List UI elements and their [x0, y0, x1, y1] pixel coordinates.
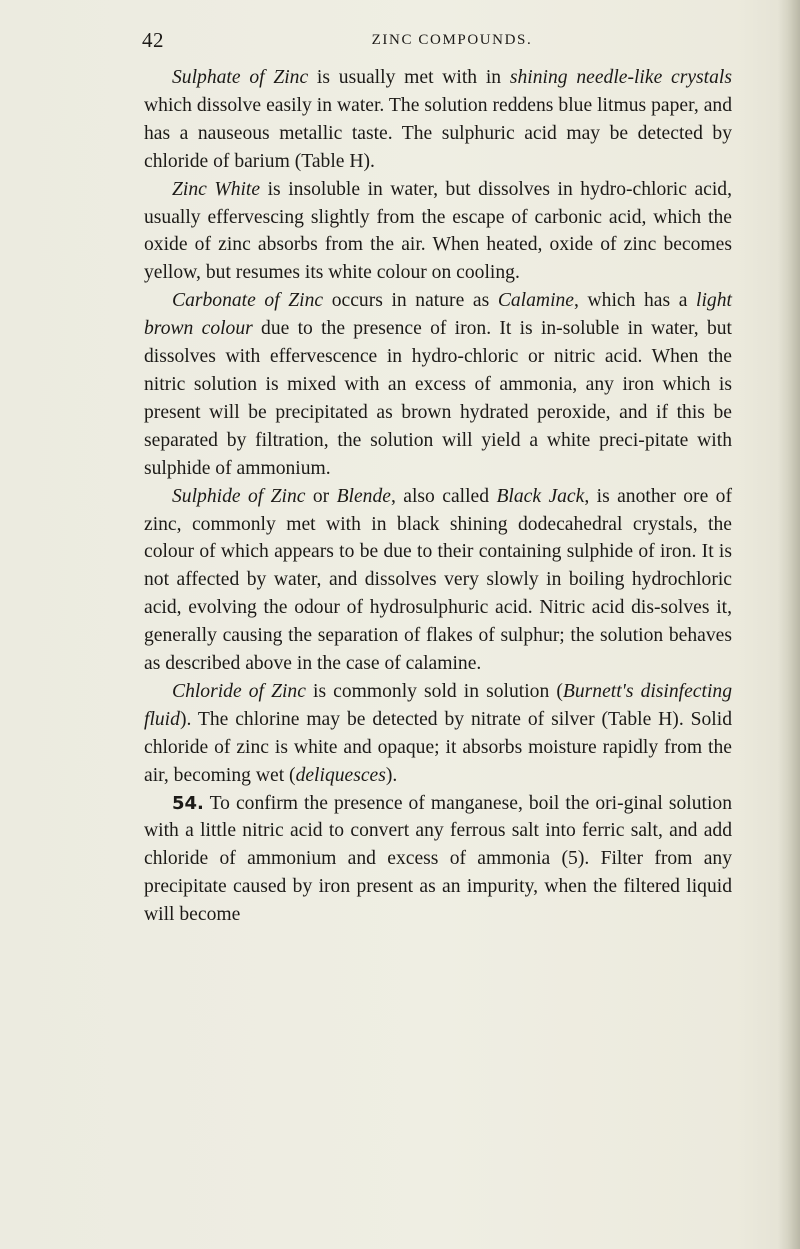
paragraph-text: or — [305, 485, 337, 507]
text-body — [144, 64, 732, 929]
paragraph-54 — [144, 790, 732, 930]
term-chloride-of-zinc: Chloride of Zinc — [172, 680, 306, 702]
term-sulphide-of-zinc: Sulphide of Zinc — [172, 485, 306, 507]
paragraph-text: which dissolve easily in water. The solution reddens blue litmus paper, and has a nauseous metallic taste. The sulphuric acid may be detected by chloride of barium (Table H). — [144, 94, 732, 172]
paragraph-text: is commonly sold in solution ( — [305, 680, 563, 702]
running-head — [142, 28, 732, 56]
paragraph-chloride-of-zinc — [144, 678, 732, 790]
paragraph-text: ). The chlorine may be detected by nitrate of silver (Table H). Solid chloride of zinc is white and opaque; it absorbs moisture rapidly from the air, becoming wet ( — [144, 708, 732, 786]
paragraph-text: To confirm the presence of manganese, boil the ori-ginal solution with a little nitric acid to convert any ferrous salt into ferric salt, and add chloride of ammonium and excess of ammonia (5). Filter from any precipitate caused by iron present as an impurity, when the filtered liquid will become — [144, 792, 732, 926]
term-zinc-white: Zinc White — [172, 178, 261, 200]
paragraph-text: , also called — [390, 485, 497, 507]
emphasis-black-jack: Black Jack — [496, 485, 585, 507]
emphasis-shining-crystals: shining needle-like crystals — [509, 67, 732, 88]
paragraph-number: 54. — [172, 792, 204, 814]
emphasis-deliquesces: deliquesces — [295, 764, 386, 786]
paragraph-text: is usually met with in — [308, 67, 510, 88]
paragraph-sulphide-of-zinc — [144, 483, 732, 678]
emphasis-light-brown-colour: light brown colour — [144, 290, 732, 340]
paragraph-carbonate-of-zinc — [144, 287, 732, 482]
paragraph-text: ). — [385, 764, 398, 786]
page-edge-shadow — [778, 0, 800, 1249]
paragraph-text: occurs in nature as — [323, 290, 498, 312]
running-title: ZINC COMPOUNDS. — [371, 32, 533, 48]
paragraph-zinc-white — [144, 176, 732, 288]
paragraph-text: due to the presence of iron. It is in-soluble in water, but dissolves with effervescence in hydro-chloric or nitric acid. When the nitric solution is mixed with an excess of ammonia, any iron which is present will be precipitated as brown hydrated peroxide, and if this be separated by filtration, the solution will yield a white preci-pitate with sulphide of ammonium. — [144, 318, 732, 479]
paragraph-text: , which has a — [574, 290, 697, 312]
emphasis-blende: Blende — [336, 485, 391, 507]
paragraph-text: , is another ore of zinc, commonly met with in black shining dodecahedral crystals, the colour of which appears to be due to their containing sulphide of iron. It is not affected by water, and dissolves very slowly in boiling hydrochloric acid, evolving the odour of hydrosulphuric acid. Nitric acid dis-solves it, generally causing the separation of flakes of sulphur; the solution behaves as described above in the case of calamine. — [144, 485, 732, 675]
emphasis-calamine: Calamine — [497, 290, 575, 312]
term-carbonate-of-zinc: Carbonate of Zinc — [172, 290, 324, 312]
emphasis-burnetts-fluid: Burnett's disinfecting fluid — [144, 680, 732, 730]
term-sulphate-of-zinc: Sulphate of Zinc — [172, 67, 309, 88]
paragraph-text: is insoluble in water, but dissolves in hydro-chloric acid, usually effervescing slightly from the escape of carbonic acid, which the oxide of zinc absorbs from the air. When heated, oxide of zinc becomes yellow, but resumes its white colour on cooling. — [144, 178, 732, 284]
paragraph-sulphate-of-zinc — [144, 64, 732, 176]
page-number: 42 — [142, 28, 164, 52]
